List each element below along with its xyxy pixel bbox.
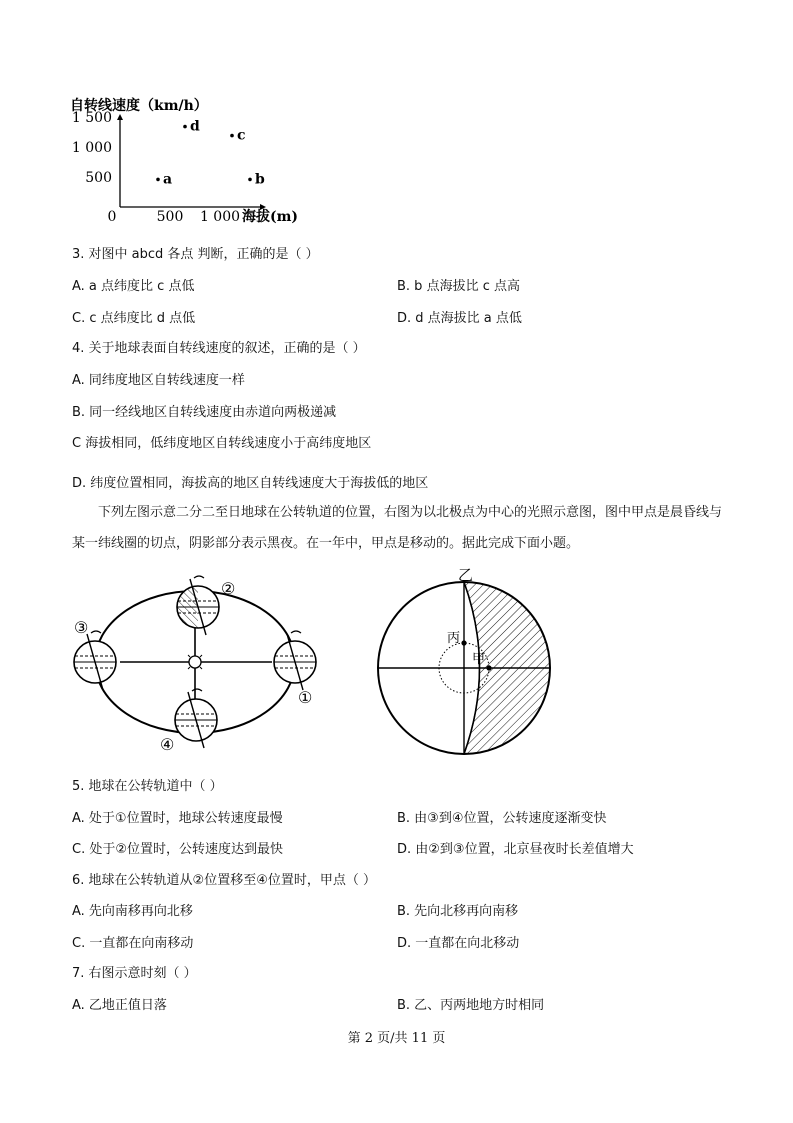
page-footer: 第 2 页/共 11 页 [347, 1031, 446, 1046]
q6-stem: 6. 地球在公转轨道从②位置移至④位置时，甲点（ ） [72, 873, 376, 888]
q7-option-b[interactable]: B. 乙、丙两地地方时相同 [397, 998, 545, 1013]
chart-y-tick-label: 1 500 [71, 110, 112, 126]
chart-x-tick-label: 1 000 [199, 209, 241, 225]
earth-position-4-icon [175, 689, 217, 748]
rotation-speed-altitude-chart [60, 90, 299, 230]
polar-illumination-diagram [370, 562, 560, 762]
q5-option-a[interactable]: A. 处于①位置时，地球公转速度最慢 [72, 811, 283, 826]
q3-option-a[interactable]: A. a 点纬度比 c 点低 [72, 279, 195, 294]
orbit-diagram [68, 570, 338, 760]
earth-position-2-icon [177, 576, 219, 635]
chart-point-label-c: c [237, 127, 246, 144]
q3-option-b[interactable]: B. b 点海拔比 c 点高 [397, 279, 520, 294]
orbit-label-2: ② [221, 579, 236, 598]
q3-option-d[interactable]: D. d 点海拔比 a 点低 [397, 311, 522, 326]
label-bing: 丙 [447, 631, 461, 646]
q6-option-b[interactable]: B. 先向北移再向南移 [397, 904, 519, 919]
q4-option-b[interactable]: B. 同一经线地区自转线速度由赤道向两极递减 [72, 405, 337, 420]
chart-y-tick-label: 1 000 [71, 140, 112, 156]
q7-stem: 7. 右图示意时刻（ ） [72, 966, 197, 981]
chart-x-tick-label: 500 [156, 209, 184, 225]
orbit-label-4: ④ [160, 735, 175, 754]
point-jia [486, 665, 491, 670]
chart-point-d [183, 125, 187, 129]
chart-point-b [248, 178, 252, 182]
earth-position-1-icon [274, 631, 316, 690]
q5-option-d[interactable]: D. 由②到③位置，北京昼夜时长差值增大 [397, 842, 634, 857]
orbit-label-3: ③ [74, 618, 89, 637]
chart-point-label-b: b [255, 171, 265, 188]
q6-option-d[interactable]: D. 一直都在向北移动 [397, 936, 520, 951]
chart-y-tick-label: 500 [85, 170, 112, 186]
q4-option-a[interactable]: A. 同纬度地区自转线速度一样 [72, 373, 245, 388]
point-bing [461, 640, 466, 645]
orbit-label-1: ① [298, 688, 313, 707]
label-jia: 甲 [472, 652, 486, 667]
q4-option-c[interactable]: C 海拔相同，低纬度地区自转线速度小于高纬度地区 [72, 436, 372, 451]
q3-option-c[interactable]: C. c 点纬度比 d 点低 [72, 311, 196, 326]
chart-ylabel: 自转线速度（km/h） [70, 98, 208, 114]
chart-point-c [230, 134, 234, 138]
chart-y-arrow [117, 114, 123, 120]
chart-point-label-d: d [190, 118, 200, 135]
q3-stem: 3. 对图中 abcd 各点 判断，正确的是（ ） [72, 247, 319, 262]
q6-option-a[interactable]: A. 先向南移再向北移 [72, 904, 193, 919]
q5-option-c[interactable]: C. 处于②位置时，公转速度达到最快 [72, 842, 283, 857]
chart-points [156, 119, 265, 188]
q7-option-a[interactable]: A. 乙地正值日落 [72, 998, 167, 1013]
chart-point-label-a: a [163, 171, 173, 188]
q4-option-d[interactable]: D. 纬度位置相同，海拔高的地区自转线速度大于海拔低的地区 [72, 476, 429, 491]
q5-stem: 5. 地球在公转轨道中（ ） [72, 779, 223, 794]
chart-point-a [156, 178, 160, 182]
sun-icon [185, 652, 205, 672]
label-yi: 乙 [458, 566, 474, 584]
chart-xlabel: 海拔(m) [242, 209, 299, 225]
q5-option-b[interactable]: B. 由③到④位置，公转速度逐渐变快 [397, 811, 607, 826]
chart-ticks [72, 110, 240, 225]
intro-paragraph: 下列左图示意二分二至日地球在公转轨道的位置，右图为以北极点为中心的光照示意图，图中甲点是晨昏线与某一纬线圈的切点，阴影部分表示黑夜。在一年中，甲点是移动的。据此完成下面小题。 [72, 505, 723, 551]
earth-position-3-icon [74, 631, 116, 690]
q6-option-c[interactable]: C. 一直都在向南移动 [72, 936, 194, 951]
chart-x-tick-label: 0 [107, 209, 117, 225]
q4-stem: 4. 关于地球表面自转线速度的叙述，正确的是（ ） [72, 341, 366, 356]
